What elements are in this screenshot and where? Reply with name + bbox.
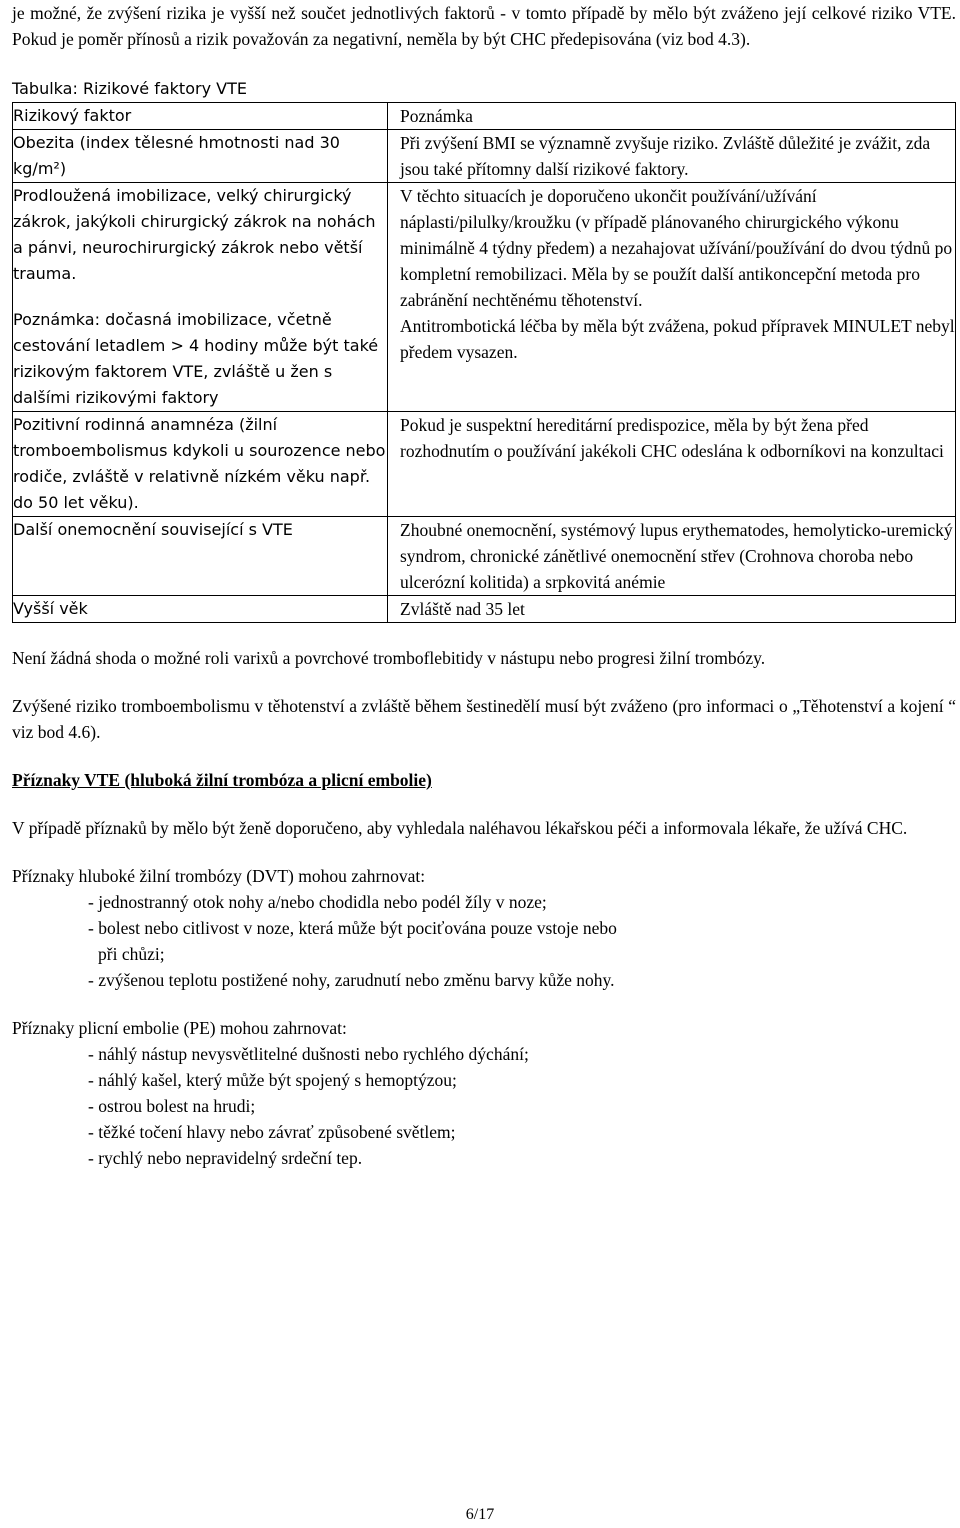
risk-factors-table <box>12 102 956 623</box>
list-item: při chůzi; <box>98 944 165 964</box>
page-number: 6/17 <box>465 1506 495 1523</box>
table-row <box>13 517 956 596</box>
factor-text: Pozitivní rodinná anamnéza (žilní tromboembolismus kdykoli u sourozence nebo rodiče, zvláště v relativně nízkém věku např. do 50 let věku). <box>13 415 386 512</box>
note-cell <box>388 412 956 517</box>
table-row <box>13 412 956 517</box>
table-header-row <box>13 103 956 130</box>
note-cell <box>388 517 956 596</box>
list-item: - jednostranný otok nohy a/nebo chodidla nebo podél žíly v noze; <box>88 892 547 912</box>
document-page <box>12 0 956 1171</box>
pe-list <box>12 1041 956 1171</box>
dvt-list-title: Příznaky hluboké žilní trombózy (DVT) mohou zahrnovat: <box>12 866 426 886</box>
factor-cell <box>13 412 388 517</box>
section-heading: Příznaky VTE (hluboká žilní trombóza a plicní embolie) <box>12 770 432 790</box>
varices-paragraph: Není žádná shoda o možné roli varixů a povrchové tromboflebitidy v nástupu nebo progresi žilní trombózy. <box>12 648 766 668</box>
factor-cell <box>13 130 388 183</box>
note-text: V těchto situacích je doporučeno ukončit používání/užívání náplasti/pilulky/kroužku (v případě plánovaného chirurgického výkonu minimálně 4 týdny předem) a nezahajovat užívání/používání do dvou týdnů po kompletní remobilizaci. Měla by se použít další antikoncepční metoda pro zabránění nechtěnému těhotenství. <box>400 186 953 310</box>
factor-cell <box>13 183 388 412</box>
note-text-2: Antitrombotická léčba by měla být zvážena, pokud přípravek MINULET nebyl předem vysazen. <box>400 316 955 362</box>
note-cell <box>388 183 956 412</box>
list-item: - ostrou bolest na hrudi; <box>88 1096 256 1116</box>
pe-list-title: Příznaky plicní embolie (PE) mohou zahrnovat: <box>12 1018 347 1038</box>
list-item: - náhlý nástup nevysvětlitelné dušnosti nebo rychlého dýchání; <box>88 1044 529 1064</box>
list-item: - zvýšenou teplotu postižené nohy, zarudnutí nebo změnu barvy kůže nohy. <box>88 970 615 990</box>
factor-text: Prodloužená imobilizace, velký chirurgický zákrok, jakýkoli chirurgický zákrok na nohách a pánvi, neurochirurgický zákrok nebo větší trauma. <box>13 186 376 283</box>
list-item: - náhlý kašel, který může být spojený s hemoptýzou; <box>88 1070 457 1090</box>
intro-paragraph: je možné, že zvýšení rizika je vyšší než součet jednotlivých faktorů - v tomto případě by mělo být zváženo její celkové riziko VTE. Pokud je poměr přínosů a rizik považován za negativní, neměla by být CHC předepisována (viz bod 4.3). <box>12 3 956 49</box>
factor-note-text: Poznámka: dočasná imobilizace, včetně cestování letadlem > 4 hodiny může být také rizikovým faktorem VTE, zvláště u žen s dalšími rizikovými faktory <box>13 310 379 407</box>
table-row <box>13 130 956 183</box>
factor-text: Vyšší věk <box>13 599 88 618</box>
factor-cell <box>13 596 388 623</box>
symptoms-paragraph: V případě příznaků by mělo být ženě doporučeno, aby vyhledala naléhavou lékařskou péči a informovala lékaře, že užívá CHC. <box>12 818 908 838</box>
factor-cell <box>13 517 388 596</box>
list-item: - bolest nebo citlivost v noze, která může být pociťována pouze vstoje nebo <box>88 918 617 938</box>
list-item: - těžké točení hlavy nebo závrať způsobené světlem; <box>88 1122 456 1142</box>
list-item: - rychlý nebo nepravidelný srdeční tep. <box>88 1148 363 1168</box>
note-text: Zhoubné onemocnění, systémový lupus erythematodes, hemolyticko-uremický syndrom, chronické zánětlivé onemocnění střev (Crohnova choroba nebo ulcerózní kolitida) a srpkovitá anémie <box>400 520 953 592</box>
note-text: Při zvýšení BMI se významně zvyšuje riziko. Zvláště důležité je zvážit, zda jsou také přítomny další rizikové faktory. <box>400 133 931 179</box>
factor-text: Další onemocnění související s VTE <box>13 520 293 539</box>
pregnancy-paragraph: Zvýšené riziko tromboembolismu v těhotenství a zvláště během šestinedělí musí být zváženo (pro informaci o „Těhotenství a kojení “ viz bod 4.6). <box>12 696 956 742</box>
table-row <box>13 183 956 412</box>
table-caption: Tabulka: Rizikové faktory VTE <box>12 79 247 98</box>
header-note: Poznámka <box>388 103 956 130</box>
dvt-list <box>12 889 956 993</box>
note-cell <box>388 130 956 183</box>
header-factor: Rizikový faktor <box>13 103 388 130</box>
factor-text: Obezita (index tělesné hmotnosti nad 30 kg/m²) <box>13 133 340 178</box>
note-text: Pokud je suspektní hereditární predispozice, měla by být žena před rozhodnutím o používání jakékoli CHC odeslána k odborníkovi na konzultaci <box>400 415 944 461</box>
note-cell <box>388 596 956 623</box>
note-text: Zvláště nad 35 let <box>400 599 525 619</box>
table-row <box>13 596 956 623</box>
